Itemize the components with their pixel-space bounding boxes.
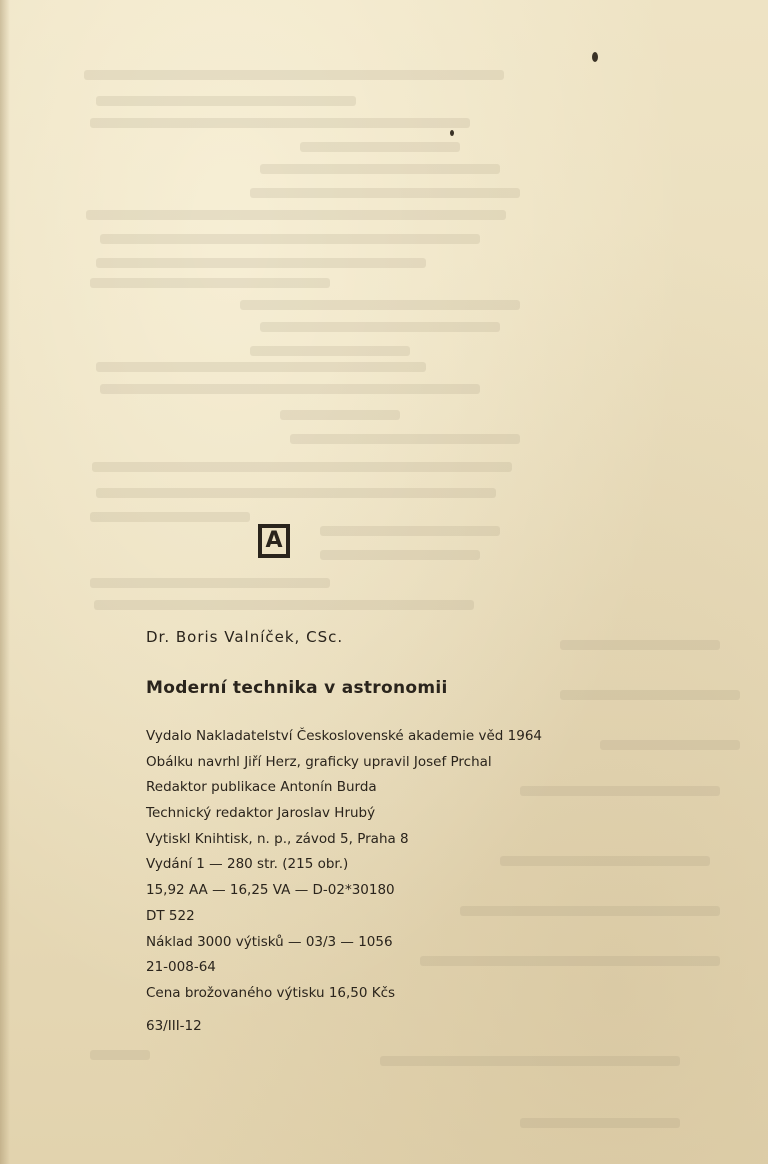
bleed-through-line xyxy=(96,362,426,372)
imprint-line: Technický redaktor Jaroslav Hrubý xyxy=(146,805,376,822)
print-speck xyxy=(450,130,454,136)
bleed-through-line xyxy=(250,188,520,198)
bleed-through-line xyxy=(90,118,470,128)
bleed-through-line xyxy=(96,96,356,106)
bleed-through-line xyxy=(100,234,480,244)
imprint-line: Vydalo Nakladatelství Československé akademie věd 1964 xyxy=(146,728,543,744)
bleed-through-line xyxy=(600,740,740,750)
print-code: 63/III-12 xyxy=(146,1018,202,1034)
imprint-line: 15,92 AA — 16,25 VA — D-02*30180 xyxy=(146,882,395,899)
bleed-through-line xyxy=(520,1118,680,1128)
publisher-logo xyxy=(258,524,290,558)
imprint-line: Redaktor publikace Antonín Burda xyxy=(146,779,377,796)
bleed-through-line xyxy=(96,258,426,268)
author-name: Dr. Boris Valníček, CSc. xyxy=(146,628,344,646)
bleed-through-line xyxy=(320,526,500,536)
bleed-through-line xyxy=(520,786,720,796)
imprint-list xyxy=(146,724,542,1007)
imprint-line: 21-008-64 xyxy=(146,959,216,976)
bleed-through-line xyxy=(560,640,720,650)
bleed-through-line xyxy=(86,210,506,220)
bleed-through-line xyxy=(290,434,520,444)
bleed-through-line xyxy=(560,690,740,700)
bleed-through-line xyxy=(260,322,500,332)
bleed-through-line xyxy=(280,410,400,420)
bleed-through-line xyxy=(84,70,504,80)
bleed-through-line xyxy=(300,142,460,152)
bleed-through-line xyxy=(90,578,330,588)
bleed-through-line xyxy=(260,164,500,174)
imprint-line: Náklad 3000 výtisků — 03/3 — 1056 xyxy=(146,933,393,950)
imprint-line: Vytiskl Knihtisk, n. p., závod 5, Praha 8 xyxy=(146,830,409,847)
bleed-through-line xyxy=(94,600,474,610)
bleed-through-line xyxy=(380,1056,680,1066)
imprint-line: Vydání 1 — 280 str. (215 obr.) xyxy=(146,856,349,873)
bleed-through-line xyxy=(90,1050,150,1060)
bleed-through-line xyxy=(90,278,330,288)
bleed-through-line xyxy=(96,488,496,498)
bleed-through-line xyxy=(240,300,520,310)
publisher-logo-letter: A xyxy=(262,528,286,554)
bleed-through-line xyxy=(250,346,410,356)
bleed-through-line xyxy=(90,512,250,522)
print-speck xyxy=(592,52,598,62)
bleed-through-line xyxy=(92,462,512,472)
book-title: Moderní technika v astronomii xyxy=(146,678,448,698)
bleed-through-line xyxy=(100,384,480,394)
bleed-through-line xyxy=(320,550,480,560)
imprint-line: DT 522 xyxy=(146,907,195,924)
page-edge-shadow xyxy=(0,0,10,1164)
imprint-line: Cena brožovaného výtisku 16,50 Kčs xyxy=(146,984,396,1001)
imprint-line: Obálku navrhl Jiří Herz, graficky upravil Josef Prchal xyxy=(146,753,492,770)
